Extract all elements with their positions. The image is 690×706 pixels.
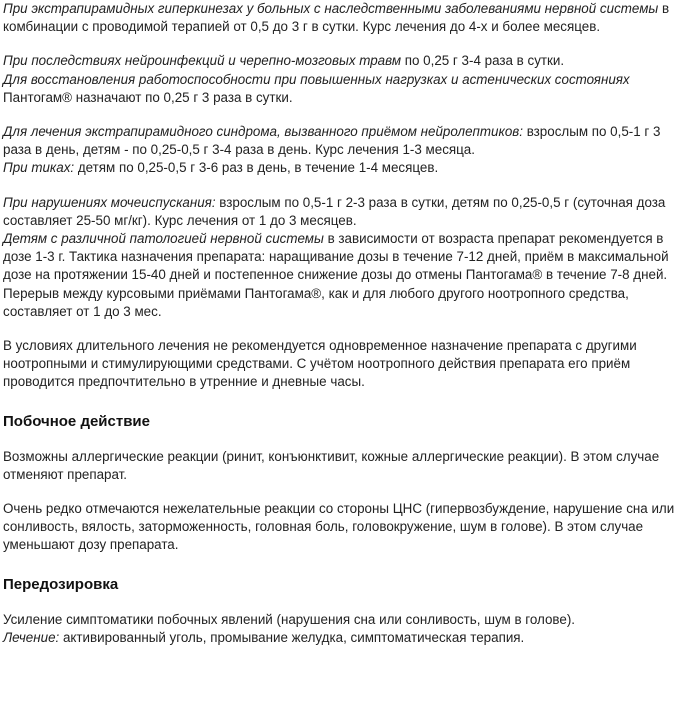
overdose-paragraph — [3, 611, 680, 647]
side-effects-paragraph-allergy: Возможны аллергические реакции (ринит, конъюнктивит, кожные аллергические реакции). В этом случае отменяют препарат. — [3, 448, 660, 482]
dosage-condition-hyperkinesis: При экстрапирамидных гиперкинезах у больных с наследственными заболеваниями нервной системы — [3, 1, 659, 16]
dosage-paragraph-extrapyramidal — [3, 123, 680, 178]
overdose-heading: Передозировка — [3, 575, 119, 593]
dosage-paragraph-hyperkinesis — [3, 0, 680, 36]
dosage-paragraph-urination — [3, 194, 680, 321]
dosage-text-asthenia: Пантогам® назначают по 0,25 г 3 раза в сутки. — [3, 89, 293, 105]
dosage-text-neuroinfection: по 0,25 г 3-4 раза в сутки. — [401, 53, 565, 69]
overdose-treatment-text: активированный уголь, промывание желудка, симптоматическая терапия. — [59, 629, 525, 645]
dosage-paragraph-neuroinfection — [3, 52, 680, 107]
side-effects-heading: Побочное действие — [3, 412, 150, 430]
dosage-condition-tics: При тиках: — [3, 160, 75, 176]
dosage-condition-urination: При нарушениях мочеиспускания: — [3, 194, 216, 210]
side-effects-paragraph-cns: Очень редко отмечаются нежелательные реакции со стороны ЦНС (гипервозбуждение, нарушение сна или сонливость, вялость, заторможенность, головная боль, головокружение, шум в голове). В этом случае уменьшают дозу препарата. — [3, 501, 675, 553]
dosage-text-children: в зависимости от возраста препарат рекомендуется в дозе 1-3 г. Тактика назначения препарата: наращивание дозы в течение 7-12 дней, приём в максимальной дозе на протяжении 15-40 дней и постепенное снижение дозы до отмены Пантогама® в течение 7-8 дней. Перерыв между курсовыми приёмами Пантогама®, как и для любого другого ноотропного средства, составляет от 1 до 3 мес. — [3, 231, 669, 319]
dosage-text-hyperkinesis: в комбинации с проводимой терапией от 0,5 до 3 г в сутки. Курс лечения до 4-х и более месяцев. — [3, 1, 670, 35]
dosage-text-extrapyramidal: взрослым по 0,5-1 г 3 раза в день, детям - по 0,25-0,5 г 3-4 раза в день. Курс лечения 1-3 месяца. — [3, 124, 661, 158]
dosage-condition-neuroinfection: При последствиях нейроинфекций и черепно-мозговых травм — [3, 53, 402, 69]
overdose-treatment-label: Лечение: — [3, 629, 60, 645]
dosage-text-urination: взрослым по 0,5-1 г 2-3 раза в сутки, детям по 0,25-0,5 г (суточная доза составляет 25-50 мг/кг). Курс лечения от 1 до 3 месяцев. — [3, 194, 666, 228]
dosage-paragraph-long-term: В условиях длительного лечения не рекомендуется одновременное назначение препарата с другими ноотропными и стимулирующими средствами. С учётом ноотропного действия препарата его приём проводится предпочтительно в утренние и дневные часы. — [3, 338, 637, 390]
dosage-text-tics: детям по 0,25-0,5 г 3-6 раз в день, в течение 1-4 месяцев. — [74, 160, 439, 176]
dosage-condition-extrapyramidal: Для лечения экстрапирамидного синдрома, вызванного приёмом нейролептиков: — [3, 124, 523, 140]
dosage-condition-children: Детям с различной патологией нервной системы — [3, 231, 324, 247]
dosage-condition-asthenia: Для восстановления работоспособности при повышенных нагрузках и астенических состояниях — [3, 71, 630, 87]
overdose-symptoms-text: Усиление симптоматики побочных явлений (нарушения сна или сонливость, шум в голове). — [3, 611, 576, 627]
